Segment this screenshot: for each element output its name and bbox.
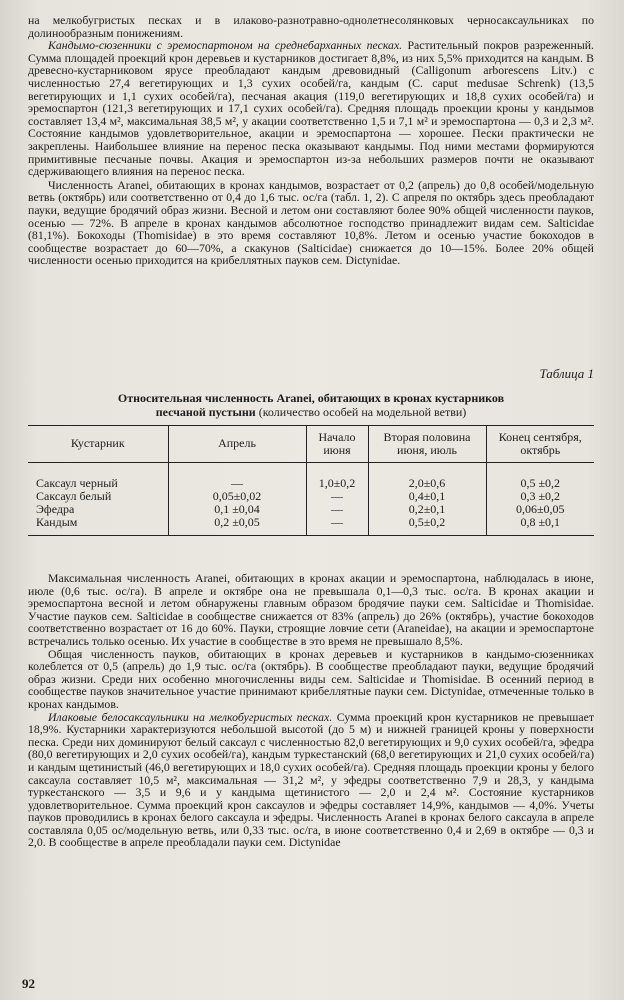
table-cell: — bbox=[168, 477, 306, 490]
table-cell: 0,05±0,02 bbox=[168, 490, 306, 503]
table-cell: 0,2±0,1 bbox=[368, 503, 486, 516]
table-title: Относительная численность Araneі, обитающих в кронах кустарников bbox=[117, 390, 505, 405]
table-cell: 0,2 ±0,05 bbox=[168, 516, 306, 535]
paragraph-kandym-vegetation bbox=[28, 39, 594, 178]
table-cell: Саксаул черный bbox=[36, 475, 118, 490]
abundance-table bbox=[28, 425, 594, 536]
table-subtitle-rest: (количество особей на модельной ветви) bbox=[255, 404, 467, 419]
table-row bbox=[28, 516, 594, 535]
text-block-top bbox=[28, 14, 594, 267]
table-cell: Кандым bbox=[36, 514, 78, 529]
table-header-row bbox=[28, 425, 594, 462]
table-cell: 0,06±0,05 bbox=[486, 503, 594, 516]
table-subtitle bbox=[28, 405, 594, 419]
table-cell: Эфедра bbox=[36, 501, 75, 516]
section-heading-white-saxaul: Илаковые белосаксаульники на мелкобугристых песках. bbox=[48, 709, 333, 724]
table-cell: 0,1 ±0,04 bbox=[168, 503, 306, 516]
table-cell: — bbox=[306, 490, 368, 503]
column-header-late-june-july: Вторая половина июня, июль bbox=[368, 425, 486, 462]
page-number: 92 bbox=[22, 976, 35, 991]
paragraph-total-abundance: Общая численность пауков, обитающих в кронах деревьев и кустарников в кандымо-сюзенниках колеблется от 0,5 (апрель) до 1,9 тыс. ос/га (октябрь). В сообществе преобладают пауки, ведущие бродячий образ жизни. Среди них особенно многочисленны виды сем. Salticidae и Thomisidae. В осенний период в сообществе пауков значительное участие принимают крибеллятные пауки сем. Dictynidae, отмеченные только в кронах кандымов. bbox=[28, 646, 594, 711]
paragraph-kandym-spiders: Численность Araneі, обитающих в кронах кандымов, возрастает от 0,2 (апрель) до 0,8 особей/модельную ветвь (октябрь) или соответственно от 0,4 до 1,6 тыс. ос/га (табл. 1, 2). С апреля по октябрь здесь преобладают пауки, ведущие бродячий образ жизни. Весной и летом они составляют более 90% общей численности пауков, осенью — 72%. В апреле в кронах кандымов абсолютное господство принадлежит видам сем. Salticidae (81,1%). Бокоходы (Thomisidae) в это время составляют 10,8%. Летом и осенью участие бокоходов в сообществе возрастает до 60—70%, а скакунов (Salticidae) снижается до 10—15%. Более 20% общей численности осенью приходится на крибеллятных пауков сем. Dictynidae. bbox=[28, 177, 594, 268]
column-header-early-june: Начало июня bbox=[306, 425, 368, 462]
table-number: Таблица 1 bbox=[539, 366, 594, 381]
paragraph-body: Сумма проекций крон кустарников не превышает 18,9%. Кустарники характеризуются небольшой высотой (до 5 м) и нижней границей кроны у поверхности песка. Среди них доминируют белый саксаул с численностью 82,0 вегетирующих и 9,0 сухих особей/га, эфедра (80,0 вегетирующих и 2,0 сухих особей/га), кандым туркестанский (68,0 вегетирующих и 21,0 сухих особей/га) и кандым щетинистый (46,0 вегетирующих и 18,0 сухих особей/га). Средняя площадь проекции кроны у белого саксаула составляет 10,5 м², максимальная — 31,2 м², у эфедры соответственно 7,9 и 28,3, у кандыма туркестанского — 3,5 и 9,6 и у кандыма щетинистого — 2,0 и 2,4 м². Состояние кустарников удовлетворительное. Сумма проекций крон саксаулов и эфедры составляет 14,9%, кандымов — 4,0%. Учеты пауков проводились в кронах белого саксаула и эфедры. Численность Araneі в кронах белого саксаула в апреле составляла 0,05 ос/модельную ветвь, или 0,33 тыс. ос/га, в июне соответственно 0,4 и 2,69 в октябре — 0,3 и 2,0. В сообществе в апреле преобладали пауки сем. Dictynidae bbox=[28, 709, 594, 850]
table-cell: — bbox=[306, 516, 368, 535]
paragraph-acacia-spiders: Максимальная численность Araneі, обитающих в кронах акации и эремоспартона, наблюдалась в июне, июле (0,6 тыс. ос/га). В апреле и октябре она не превышала 0,1—0,3 тыс. ос/га. В кронах акации и эремоспартона весной и летом обнаружены главным образом бродячие пауки сем. Salticidae и Thomisidae. Участие пауков сем. Salticidae в сообществе снижается от 83% (апрель) до 26% (октябрь), участие бокоходов соответственно возрастает от 16 до 60%. Пауки, строящие ловчие сети (Araneidae), на акации и эремоспартоне встречались только осенью. Их участие в сообществе в это время не превышало 8,5%. bbox=[28, 571, 594, 648]
table-cell: Саксаул белый bbox=[36, 488, 112, 503]
table-cell: 2,0±0,6 bbox=[368, 477, 486, 490]
table-cell: 0,3 ±0,2 bbox=[486, 490, 594, 503]
table-cell: 1,0±0,2 bbox=[306, 477, 368, 490]
table-cell: 0,8 ±0,1 bbox=[486, 516, 594, 535]
table-row bbox=[28, 503, 594, 516]
table-cell: — bbox=[306, 503, 368, 516]
table-cell: 0,5±0,2 bbox=[368, 516, 486, 535]
section-heading-kandym: Кандымо-сюзенники с эремоспартоном на среднебарханных песках. bbox=[48, 38, 403, 53]
column-header-shrub: Кустарник bbox=[28, 425, 168, 462]
paragraph-continuation: на мелкобугристых песках и в илаково-разнотравно-однолетнесолянковых черносаксаульниках по долинообразным понижениям. bbox=[28, 13, 594, 40]
table-row bbox=[28, 490, 594, 503]
table-subtitle-bold: песчаной пустыни bbox=[155, 404, 256, 419]
column-header-april: Апрель bbox=[168, 425, 306, 462]
table-cell: 0,4±0,1 bbox=[368, 490, 486, 503]
table-cell: 0,5 ±0,2 bbox=[486, 477, 594, 490]
text-block-bottom bbox=[28, 572, 594, 849]
paragraph-white-saxaul bbox=[28, 711, 594, 850]
paragraph-body: Растительный покров разреженный. Сумма площадей проекций крон деревьев и кустарников достигает 8,8%, из них 5,5% приходится на кандым. В древесно-кустарниковом ярусе преобладают кандым древовидный (Calligonum arborescens Litv.) с численностью 27,4 вегетирующих и 1,3 сухих особей/га, кандым (C. caput medusae Schrenk) (13,5 вегетирующих и 1,1 сухих особей/га), песчаная акация (119,0 вегетирующих и 18,8 сухих особей/га) и эремоспартон (121,3 вегетирующих и 17,1 сухих особей/га). Средняя площадь проекции кроны у кандымов составляет 13,4 м², максимальная 38,5 м², у акации соответственно 1,5 и 7,1 м² и эремоспартона — 0,3 и 2,3 м². Состояние кандымов удовлетворительное, акации и эремоспартона — хорошее. Пески практически не закреплены. Наибольшее влияние на перенос песка оказывают кандымы. Под ними местами формируются примитивные песчаные почвы. Акация и эремоспартон из-за небольших размеров почти не оказывают сдерживающего влияния на перенос песка. bbox=[28, 38, 595, 179]
table-row bbox=[28, 477, 594, 490]
table-block bbox=[28, 368, 594, 536]
column-header-sept-oct: Конец сентября, октябрь bbox=[486, 425, 594, 462]
